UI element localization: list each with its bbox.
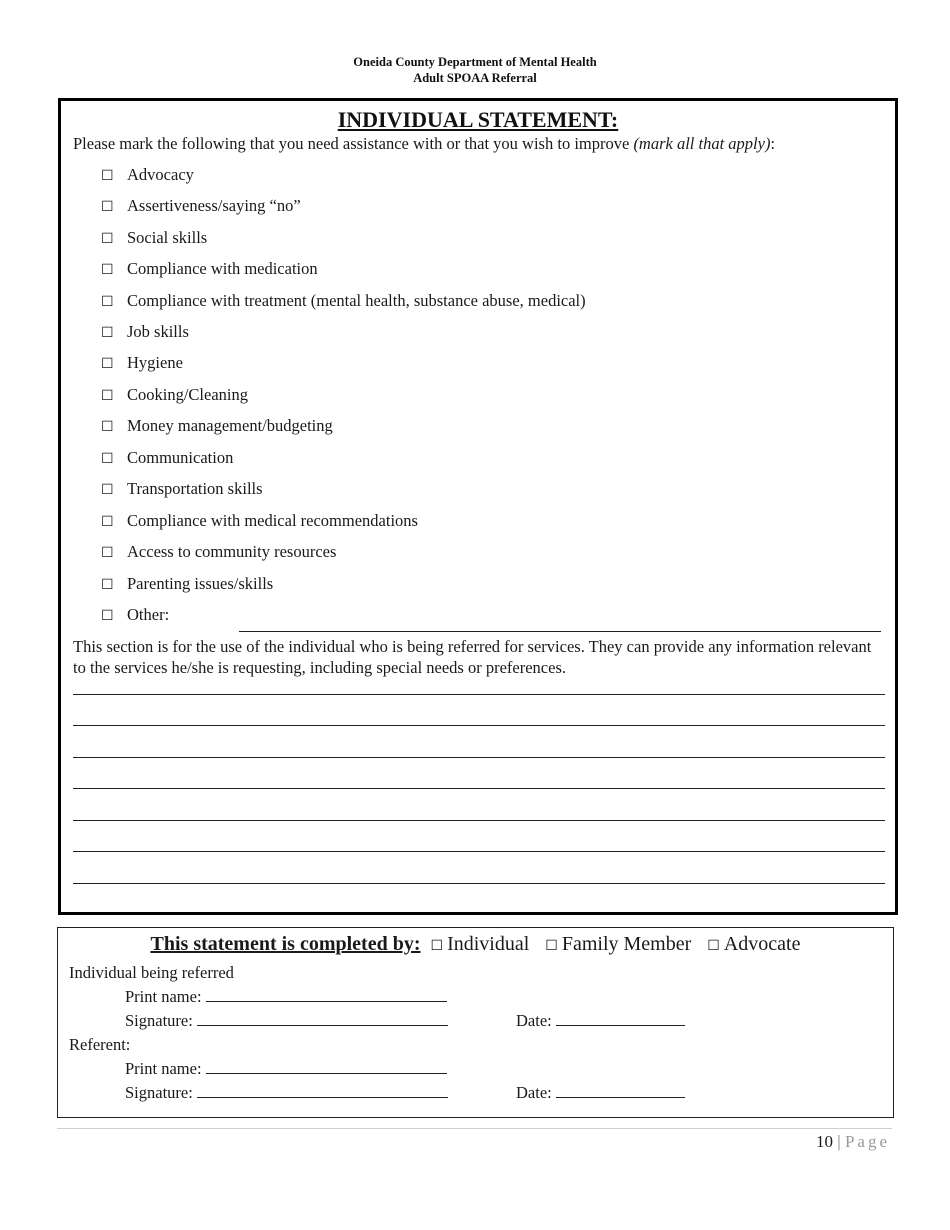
option-communication[interactable] xyxy=(101,447,233,469)
checkbox-icon[interactable]: ☐ xyxy=(101,356,114,372)
choice-advocate: Advocate xyxy=(723,933,801,955)
date-label: Date: xyxy=(516,1083,552,1102)
option-money-management[interactable] xyxy=(101,415,333,437)
individual-statement-section xyxy=(58,98,898,915)
individual-print-name-row xyxy=(125,987,447,1007)
signature-line[interactable] xyxy=(197,1011,448,1026)
option-label: Other: xyxy=(127,605,170,624)
completed-by-row xyxy=(58,933,893,956)
signature-label: Signature: xyxy=(125,1083,193,1102)
option-label: Transportation skills xyxy=(127,479,263,498)
checkbox-icon[interactable]: ☐ xyxy=(101,294,114,310)
option-other[interactable] xyxy=(101,604,169,626)
print-name-line[interactable] xyxy=(206,1059,447,1074)
referent-date-row xyxy=(516,1083,685,1103)
write-in-line[interactable] xyxy=(73,757,885,758)
option-community-resources[interactable] xyxy=(101,541,336,563)
option-parenting[interactable] xyxy=(101,573,273,595)
page-number-value: 10 xyxy=(816,1132,834,1151)
section-title: INDIVIDUAL STATEMENT: xyxy=(337,107,619,132)
option-label: Access to community resources xyxy=(127,542,337,561)
option-assertiveness[interactable] xyxy=(101,195,301,217)
signature-label: Signature: xyxy=(125,1011,193,1030)
choice-individual: Individual xyxy=(447,933,530,955)
option-label: Compliance with medication xyxy=(127,259,318,278)
checkbox-icon[interactable]: ☐ xyxy=(101,168,114,184)
instructions-text: Please mark the following that you need assistance with or that you wish to improve xyxy=(73,134,634,153)
page-word: Page xyxy=(844,1132,890,1151)
page-number xyxy=(816,1132,890,1152)
option-label: Cooking/Cleaning xyxy=(127,385,248,404)
option-label: Compliance with treatment (mental health, substance abuse, medical) xyxy=(127,291,586,310)
instructions-end: : xyxy=(770,134,776,153)
option-treatment[interactable] xyxy=(101,290,586,312)
instructions-italic: (mark all that apply) xyxy=(633,134,771,153)
option-label: Social skills xyxy=(127,228,208,247)
completed-by-label: This statement is completed by: xyxy=(150,933,421,955)
referent-print-name-row xyxy=(125,1059,447,1079)
checkbox-icon[interactable]: ☐ xyxy=(101,482,114,498)
write-in-line[interactable] xyxy=(73,851,885,852)
option-label: Advocacy xyxy=(127,165,194,184)
write-in-line[interactable] xyxy=(73,820,885,821)
print-name-line[interactable] xyxy=(206,987,447,1002)
individual-referred-label: Individual being referred xyxy=(69,963,234,982)
checkbox-icon[interactable]: ☐ xyxy=(101,388,114,404)
option-label: Money management/budgeting xyxy=(127,416,333,435)
signature-line[interactable] xyxy=(197,1083,448,1098)
date-line[interactable] xyxy=(556,1011,685,1026)
option-label: Parenting issues/skills xyxy=(127,574,274,593)
choice-family-member: Family Member xyxy=(561,933,692,955)
checkbox-icon[interactable]: ☐ xyxy=(101,577,114,593)
option-advocacy[interactable] xyxy=(101,164,194,186)
checkbox-icon[interactable]: ☐ xyxy=(101,262,114,278)
option-hygiene[interactable] xyxy=(101,352,183,374)
footer-divider xyxy=(57,1128,892,1129)
option-label: Communication xyxy=(127,448,234,467)
completion-section xyxy=(57,927,894,1118)
instructions xyxy=(73,134,775,154)
option-transportation[interactable] xyxy=(101,478,263,500)
checkbox-icon[interactable]: ☐ xyxy=(101,545,114,561)
write-in-line[interactable] xyxy=(73,788,885,789)
option-label: Assertiveness/saying “no” xyxy=(127,196,301,215)
print-name-label: Print name: xyxy=(125,987,202,1006)
checkbox-icon[interactable]: ☐ xyxy=(101,451,114,467)
other-input-line[interactable] xyxy=(239,631,881,632)
checkbox-icon[interactable]: ☐ xyxy=(707,938,720,954)
write-in-line[interactable] xyxy=(73,883,885,884)
referent-label: Referent: xyxy=(69,1035,131,1054)
page-separator: | xyxy=(837,1132,841,1151)
checkbox-icon[interactable]: ☐ xyxy=(101,325,114,341)
document-header-form: Adult SPOAA Referral xyxy=(413,71,537,85)
section-description: This section is for the use of the individual who is being referred for services. They can provide any information relevant to the services he/she is requesting, including special needs or preferences. xyxy=(73,637,872,677)
option-label: Hygiene xyxy=(127,353,183,372)
individual-signature-row xyxy=(125,1011,448,1031)
option-cooking-cleaning[interactable] xyxy=(101,384,248,406)
checkbox-icon[interactable]: ☐ xyxy=(101,231,114,247)
checkbox-icon[interactable]: ☐ xyxy=(430,938,444,954)
document-header-agency: Oneida County Department of Mental Health xyxy=(353,55,597,69)
option-medication[interactable] xyxy=(101,258,318,280)
option-medical-recommendations[interactable] xyxy=(101,510,418,532)
print-name-label: Print name: xyxy=(125,1059,202,1078)
option-job-skills[interactable] xyxy=(101,321,189,343)
date-label: Date: xyxy=(516,1011,552,1030)
date-line[interactable] xyxy=(556,1083,685,1098)
option-label: Compliance with medical recommendations xyxy=(127,511,418,530)
checkbox-icon[interactable]: ☐ xyxy=(101,199,114,215)
option-social-skills[interactable] xyxy=(101,227,207,249)
checkbox-icon[interactable]: ☐ xyxy=(101,419,114,435)
checkbox-icon[interactable]: ☐ xyxy=(101,608,114,624)
write-in-line[interactable] xyxy=(73,694,885,695)
write-in-line[interactable] xyxy=(73,725,885,726)
individual-date-row xyxy=(516,1011,685,1031)
checkbox-icon[interactable]: ☐ xyxy=(545,938,558,954)
option-label: Job skills xyxy=(127,322,189,341)
checkbox-icon[interactable]: ☐ xyxy=(101,514,114,530)
referent-signature-row xyxy=(125,1083,448,1103)
